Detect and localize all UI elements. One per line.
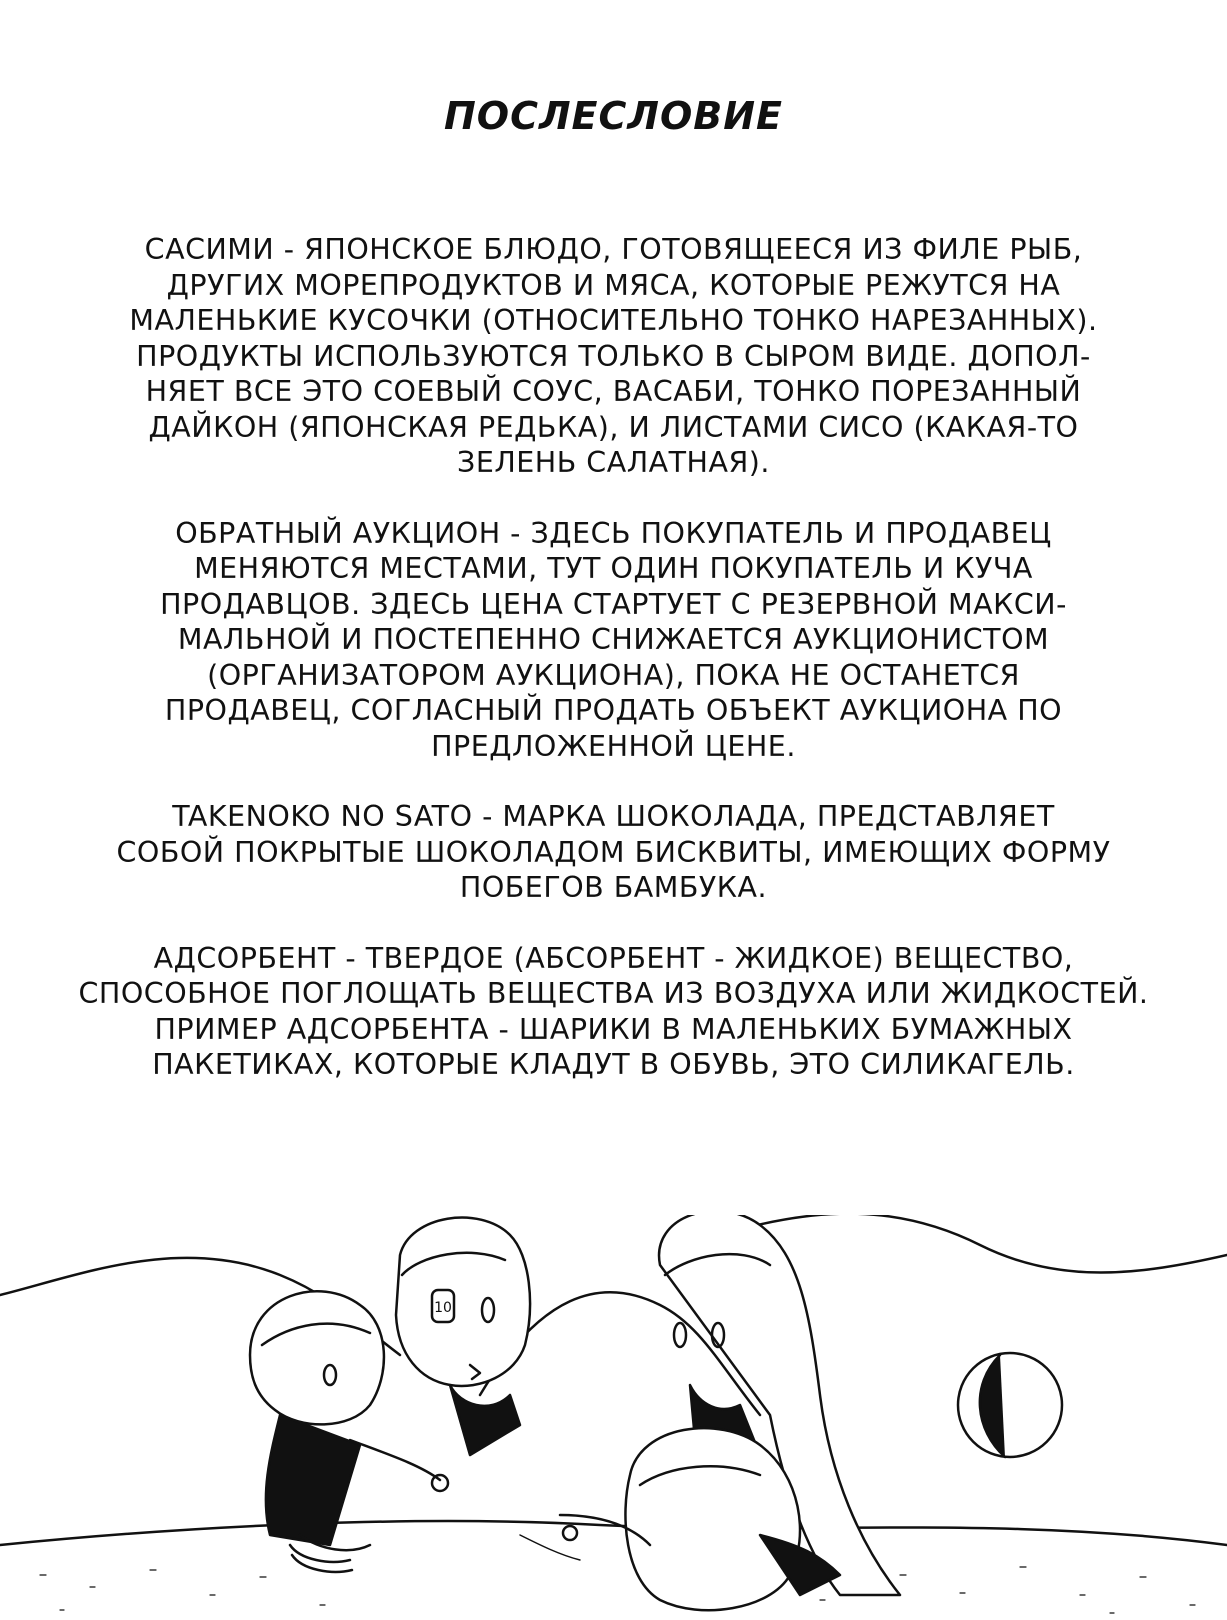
dune-right (720, 1215, 1227, 1273)
paragraph-takenoko (50, 799, 1177, 906)
text-line: ЗЕЛЕНЬ САЛАТНАЯ). (457, 446, 770, 479)
paragraph-sashimi (50, 232, 1177, 481)
ground-line (0, 1521, 1227, 1545)
character-back-left (396, 1218, 530, 1455)
text-line: ПАКЕТИКАХ, КОТОРЫЕ КЛАДУТ В ОБУВЬ, ЭТО СИЛИКАГЕЛЬ. (152, 1048, 1075, 1081)
illustration-svg (0, 1215, 1227, 1620)
text-line: ПРОДАВЦОВ. ЗДЕСЬ ЦЕНА СТАРТУЕТ С РЕЗЕРВНОЙ МАКСИ- (160, 587, 1067, 621)
text-line: МАЛЕНЬКИЕ КУСОЧКИ (ОТНОСИТЕЛЬНО ТОНКО НАРЕЗАННЫХ). (129, 304, 1098, 337)
text-line: НЯЕТ ВСЕ ЭТО СОЕВЫЙ СОУС, ВАСАБИ, ТОНКО ПОРЕЗАННЫЙ (145, 375, 1082, 408)
text-line: TAKENOKO NO SATO - МАРКА ШОКОЛАДА, ПРЕДСТАВЛЯЕТ (172, 800, 1055, 833)
text-line: ДРУГИХ МОРЕПРОДУКТОВ И МЯСА, КОТОРЫЕ РЕЖУТСЯ НА (166, 268, 1061, 302)
afterword-text (50, 232, 1177, 1118)
text-line: САСИМИ - ЯПОНСКОЕ БЛЮДО, ГОТОВЯЩЕЕСЯ ИЗ ФИЛЕ РЫБ, (144, 233, 1083, 266)
text-line: ПОБЕГОВ БАМБУКА. (459, 871, 768, 904)
paragraph-adsorbent (50, 941, 1177, 1083)
sand-speckles (40, 1567, 1195, 1613)
text-line: СОБОЙ ПОКРЫТЫЕ ШОКОЛАДОМ БИСКВИТЫ, ИМЕЮЩИХ ФОРМУ (116, 835, 1111, 869)
moon-crescent (980, 1355, 1005, 1457)
page-title: ПОСЛЕСЛОВИЕ (444, 94, 783, 138)
character-badge: 10 (434, 1300, 452, 1316)
paragraph-reverse-auction (50, 516, 1177, 765)
text-line: ДАЙКОН (ЯПОНСКАЯ РЕДЬКА), И ЛИСТАМИ СИСО (КАКАЯ-ТО (148, 410, 1079, 444)
moon-circle (958, 1353, 1062, 1457)
text-line: ПРИМЕР АДСОРБЕНТА - ШАРИКИ В МАЛЕНЬКИХ БУМАЖНЫХ (154, 1012, 1073, 1046)
text-line: МАЛЬНОЙ И ПОСТЕПЕННО СНИЖАЕТСЯ АУКЦИОНИСТОМ (177, 623, 1050, 656)
text-line: АДСОРБЕНТ - ТВЕРДОЕ (АБСОРБЕНТ - ЖИДКОЕ) ВЕЩЕСТВО, (153, 941, 1074, 975)
text-line: ПРОДУКТЫ ИСПОЛЬЗУЮТСЯ ТОЛЬКО В СЫРОМ ВИДЕ. ДОПОЛ- (136, 339, 1091, 373)
text-line: ПРОДАВЕЦ, СОГЛАСНЫЙ ПРОДАТЬ ОБЪЕКТ АУКЦИОНА ПО (164, 694, 1063, 727)
text-line: МЕНЯЮТСЯ МЕСТАМИ, ТУТ ОДИН ПОКУПАТЕЛЬ И КУЧА (194, 552, 1033, 585)
text-line: (ОРГАНИЗАТОРОМ АУКЦИОНА), ПОКА НЕ ОСТАНЕТСЯ (207, 658, 1020, 692)
manga-illustration (0, 1215, 1227, 1620)
text-line: ОБРАТНЫЙ АУКЦИОН - ЗДЕСЬ ПОКУПАТЕЛЬ И ПРОДАВЕЦ (175, 516, 1052, 550)
text-line: СПОСОБНОЕ ПОГЛОЩАТЬ ВЕЩЕСТВА ИЗ ВОЗДУХА ИЛИ ЖИДКОСТЕЙ. (78, 977, 1149, 1010)
text-line: ПРЕДЛОЖЕННОЙ ЦЕНЕ. (431, 729, 796, 763)
